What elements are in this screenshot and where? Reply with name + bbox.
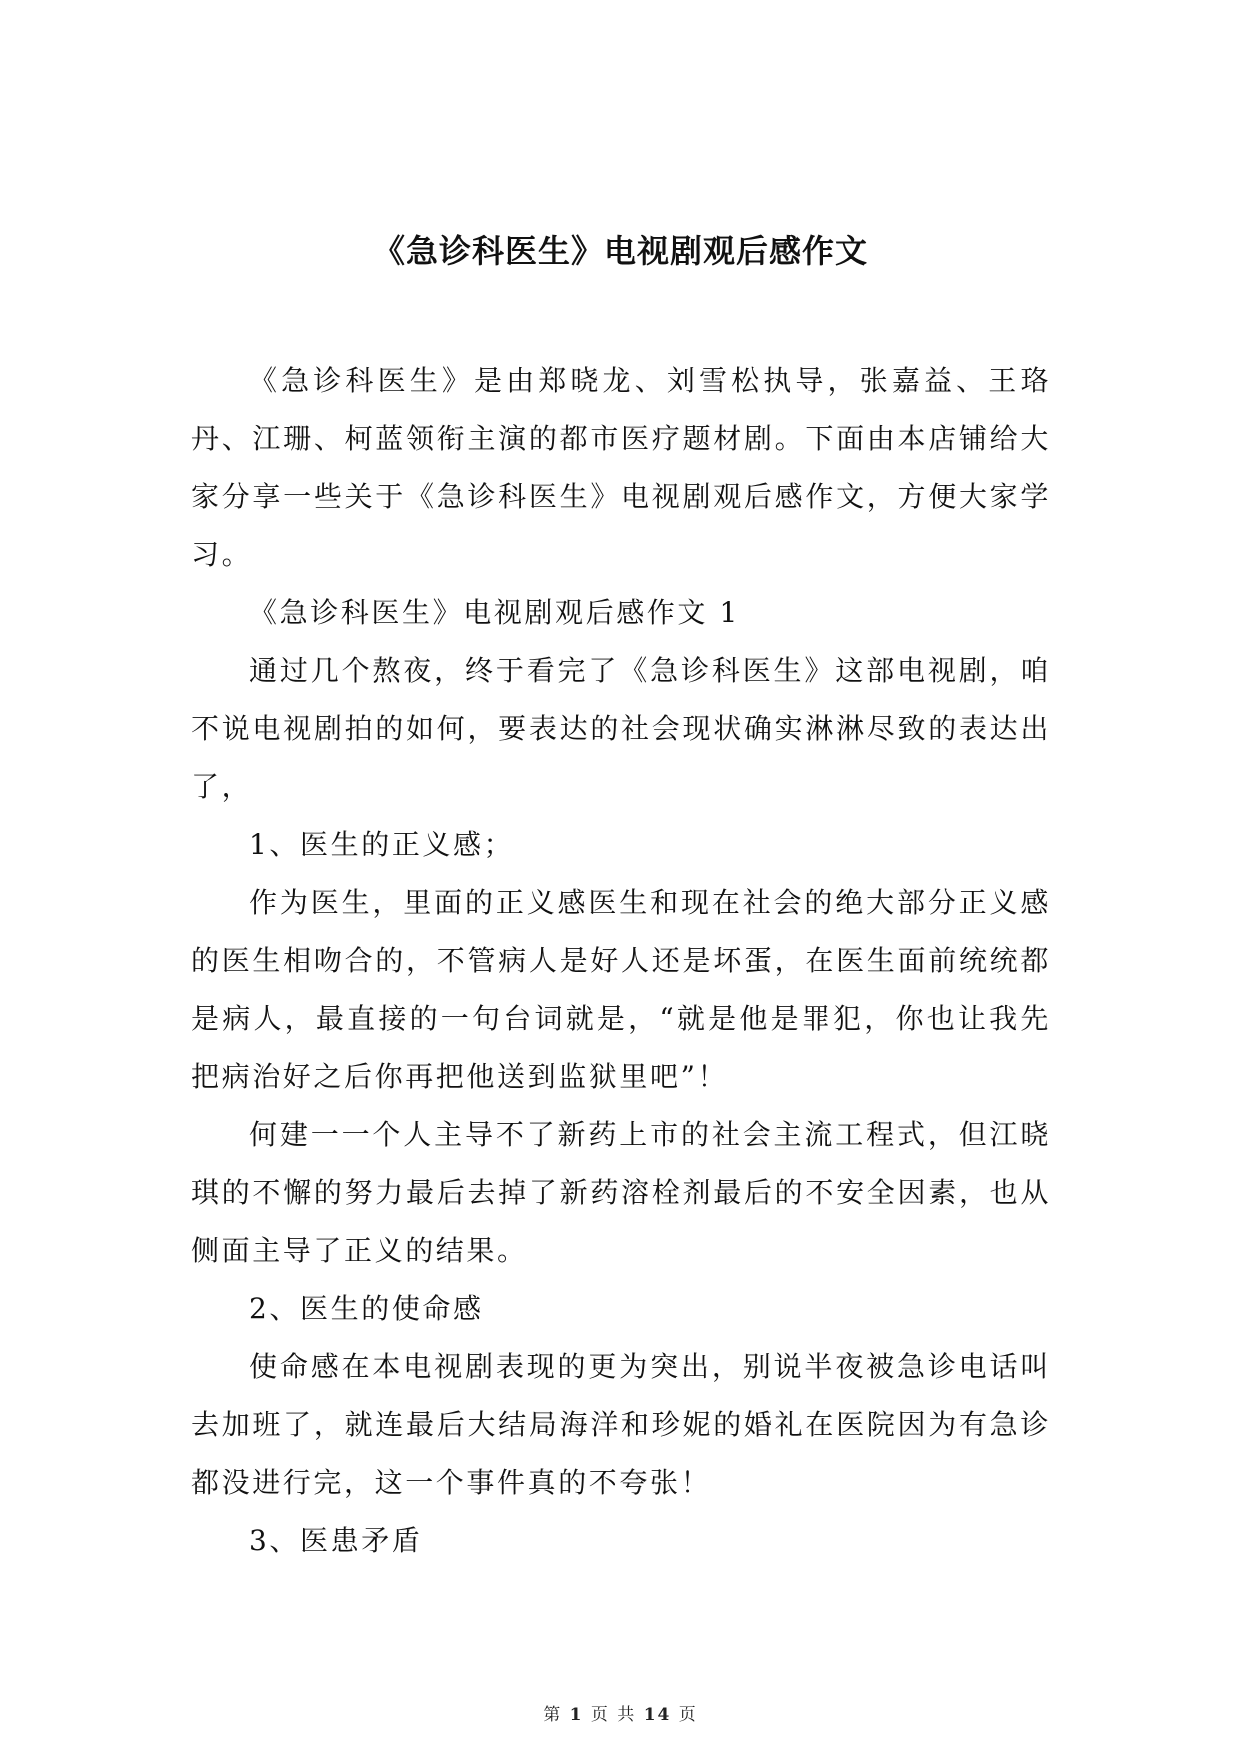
footer-prefix: 第 xyxy=(543,1705,563,1725)
section-heading: 1、医生的正义感； xyxy=(249,828,515,861)
footer-suffix: 页 xyxy=(678,1705,698,1725)
footer-middle: 页 共 xyxy=(590,1705,637,1725)
paragraph: 作为医生，里面的正义感医生和现在社会的绝大部分正义感的医生相吻合的，不管病人是好人还是坏蛋，在医生面前统统都是病人，最直接的一句台词就是，“就是他是罪犯，你也让我先把病治好之后你再把他送到监狱里吧”！ xyxy=(191,886,1051,1093)
section-heading: 2、医生的使命感 xyxy=(249,1292,484,1325)
footer-total-pages: 14 xyxy=(643,1705,672,1725)
document-title: 《急诊科医生》电视剧观后感作文 xyxy=(372,232,868,270)
paragraph-intro: 《急诊科医生》是由郑晓龙、刘雪松执导，张嘉益、王珞丹、江珊、柯蓝领衔主演的都市医疗题材剧。下面由本店铺给大家分享一些关于《急诊科医生》电视剧观后感作文，方便大家学习。 xyxy=(191,364,1051,571)
paragraph-subtitle: 《急诊科医生》电视剧观后感作文 1 xyxy=(249,596,740,629)
page-footer xyxy=(0,1700,1241,1725)
paragraph: 使命感在本电视剧表现的更为突出，别说半夜被急诊电话叫去加班了，就连最后大结局海洋和珍妮的婚礼在医院因为有急诊都没进行完，这一个事件真的不夸张！ xyxy=(191,1350,1051,1499)
section-heading: 3、医患矛盾 xyxy=(249,1524,423,1557)
paragraph: 何建一一个人主导不了新药上市的社会主流工程式，但江晓琪的不懈的努力最后去掉了新药溶栓剂最后的不安全因素，也从侧面主导了正义的结果。 xyxy=(191,1118,1051,1267)
paragraph: 通过几个熬夜，终于看完了《急诊科医生》这部电视剧，咱不说电视剧拍的如何，要表达的社会现状确实淋淋尽致的表达出了， xyxy=(191,654,1051,803)
footer-page-number: 1 xyxy=(569,1705,584,1725)
document-body xyxy=(191,352,1051,1570)
